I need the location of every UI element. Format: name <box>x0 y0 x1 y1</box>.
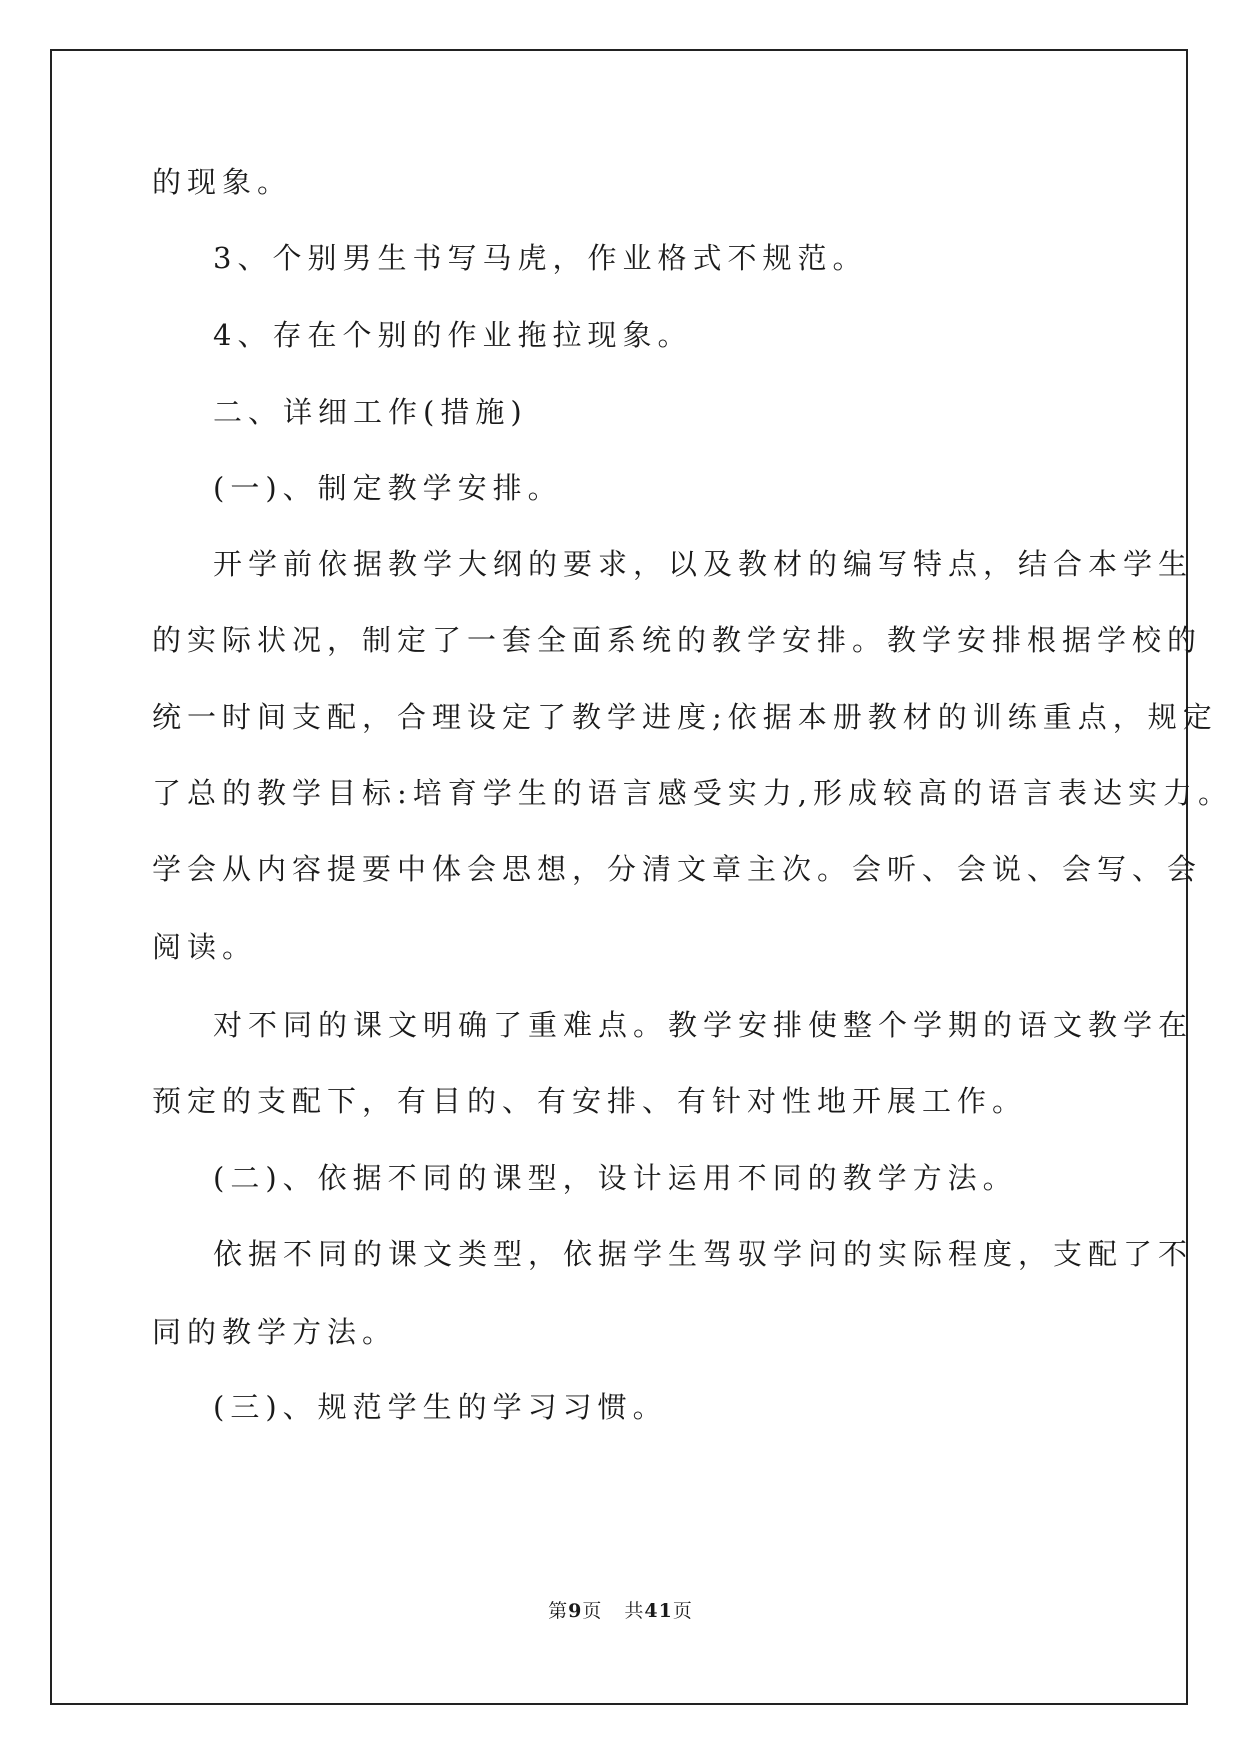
footer-page-number: 9 <box>568 1600 583 1622</box>
paragraph-line: 的实际状况，制定了一套全面系统的教学安排。教学安排根据学校的 <box>152 623 1203 657</box>
footer-total-prefix: 共 <box>624 1600 645 1622</box>
footer-total-suffix: 页 <box>672 1600 693 1622</box>
page-footer <box>0 1599 1241 1623</box>
paragraph-first-line: 开学前依据教学大纲的要求，以及教材的编写特点，结合本学生 <box>213 547 1194 581</box>
paragraph-line: 学会从内容提要中体会思想，分清文章主次。会听、会说、会写、会 <box>152 852 1203 886</box>
paragraph-first-line: 3、个别男生书写马虎，作业格式不规范。 <box>213 241 868 275</box>
paragraph-line: 统一时间支配，合理设定了教学进度;依据本册教材的训练重点，规定 <box>152 700 1218 734</box>
paragraph-first-line: (三)、规范学生的学习习惯。 <box>213 1390 668 1424</box>
paragraph-line: 同的教学方法。 <box>152 1315 398 1349</box>
paragraph-line: 了总的教学目标:培育学生的语言感受实力,形成较高的语言表达实力。 <box>152 776 1233 810</box>
paragraph-first-line: (二)、依据不同的课型，设计运用不同的教学方法。 <box>213 1161 1018 1195</box>
paragraph-line: 预定的支配下，有目的、有安排、有针对性地开展工作。 <box>152 1084 1028 1118</box>
paragraph-first-line: 依据不同的课文类型，依据学生驾驭学问的实际程度，支配了不 <box>213 1237 1194 1271</box>
footer-page-prefix: 第 <box>548 1600 569 1622</box>
paragraph-first-line: (一)、制定教学安排。 <box>213 471 563 505</box>
paragraph-first-line: 4、存在个别的作业拖拉现象。 <box>213 318 693 352</box>
footer-page-suffix: 页 <box>582 1600 603 1622</box>
paragraph-first-line: 对不同的课文明确了重难点。教学安排使整个学期的语文教学在 <box>213 1008 1194 1042</box>
paragraph-line: 阅读。 <box>152 930 258 964</box>
footer-total-pages: 41 <box>644 1600 673 1622</box>
paragraph-first-line: 二、详细工作(措施) <box>213 395 528 429</box>
paragraph-first-line: 的现象。 <box>152 165 293 199</box>
